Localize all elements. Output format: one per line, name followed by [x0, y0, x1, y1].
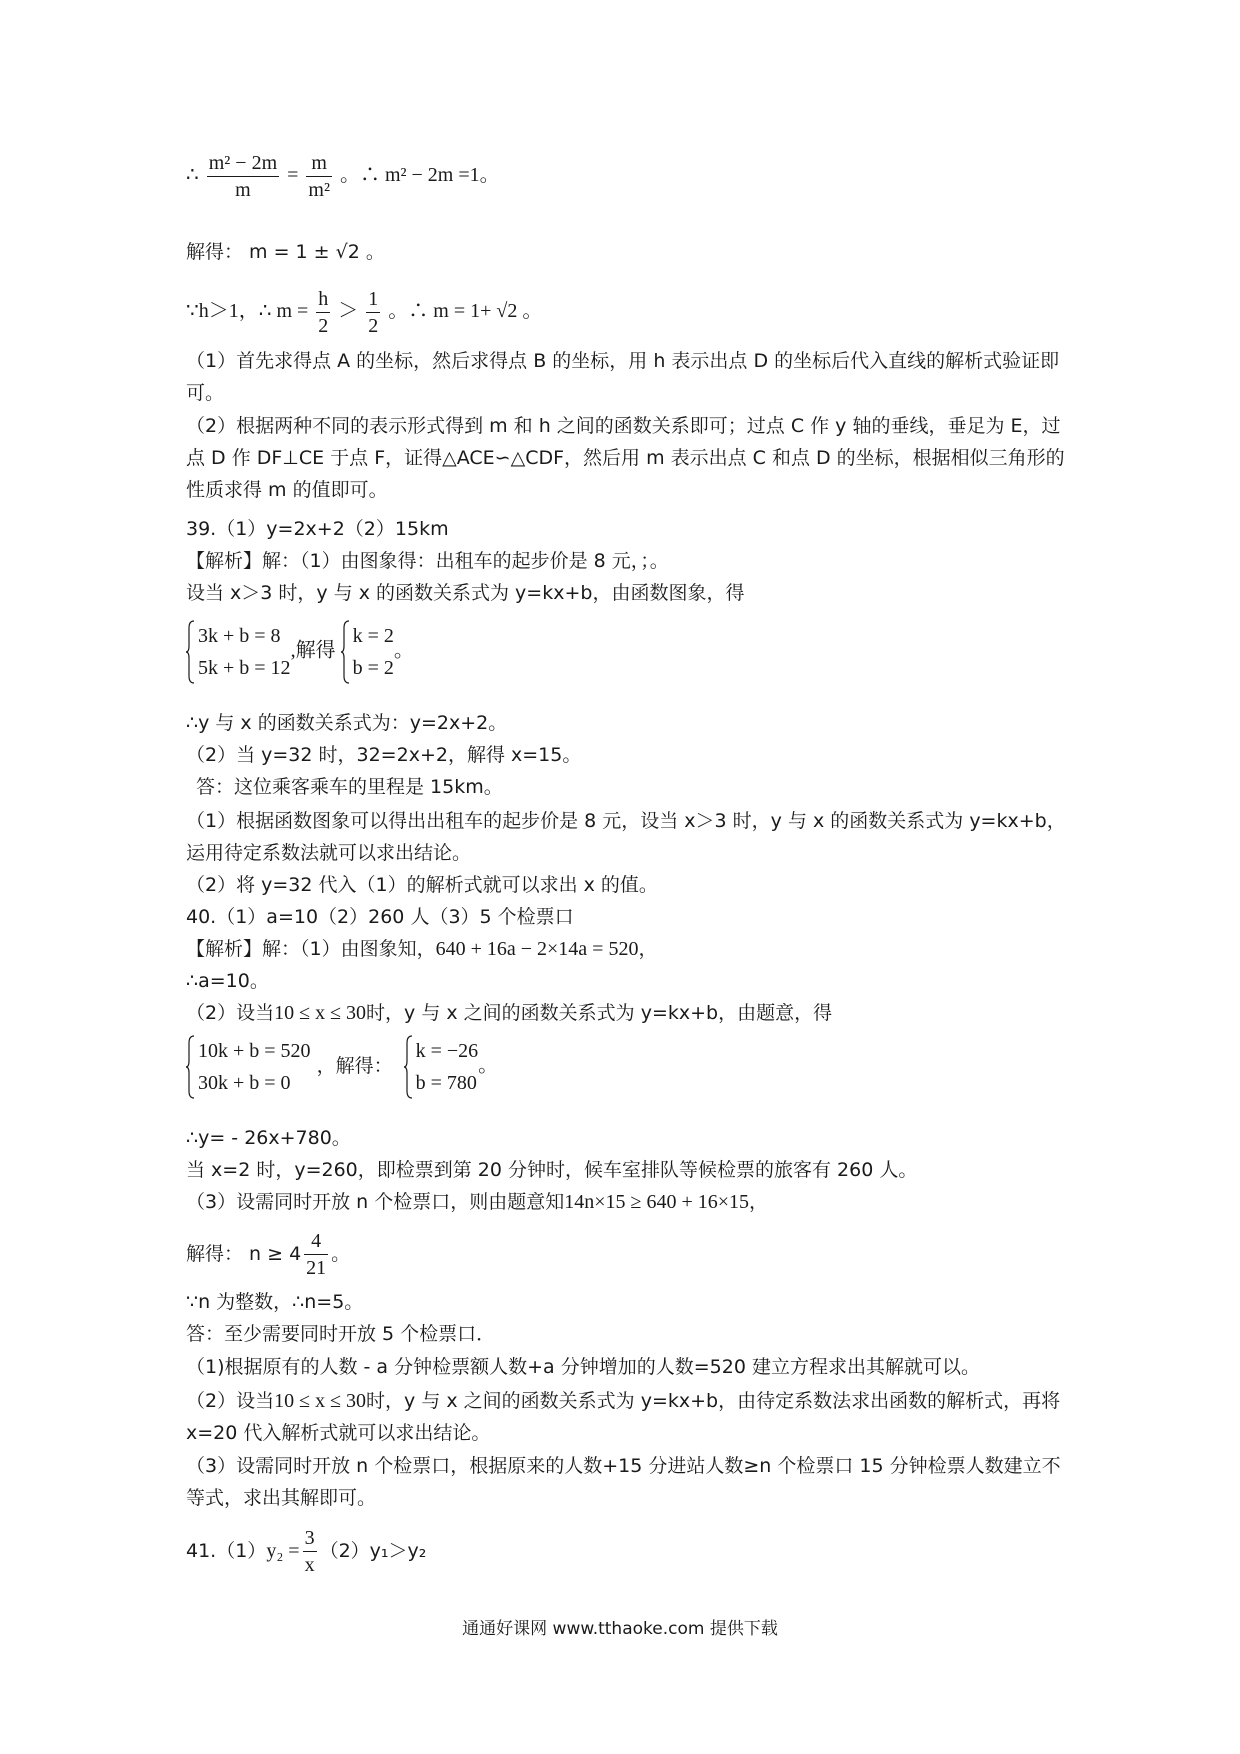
q40-analysis-9: 答：至少需要同时开放 5 个检票口．: [186, 1323, 496, 1345]
text: 解得： n ≥ 4: [186, 1243, 302, 1265]
solve-label: ,解得: [290, 639, 336, 662]
q39-analysis-1: 【解析】解：（1）由图象得：出租车的起步价是 8 元，；。: [186, 550, 669, 572]
fraction: [207, 150, 279, 203]
math-expression: 10 ≤ x ≤ 30: [274, 1390, 367, 1412]
fraction: [366, 286, 380, 339]
fraction-numerator: m² − 2m: [207, 150, 279, 177]
q40-equation-system: [186, 1035, 498, 1099]
system-row: k = −26: [415, 1040, 479, 1062]
therefore-symbol: ∴: [186, 164, 199, 187]
q40-analysis-2: ∴a=10。: [186, 970, 269, 992]
system-row: 30k + b = 0: [198, 1072, 291, 1094]
equation-system: [186, 1035, 311, 1099]
q39-equation-system: [186, 620, 414, 684]
fraction-denominator: x: [304, 1554, 315, 1576]
system-row: 5k + b = 12: [198, 657, 291, 679]
math-expression: 14n×15 ≥ 640 + 16×15: [564, 1191, 750, 1213]
question-39-answer: 39.（1）y=2x+2（2）15km: [186, 518, 449, 540]
fraction-denominator: m²: [308, 179, 330, 201]
q39-analysis-2: 设当 x＞3 时，y 与 x 的函数关系式为 y=kx+b，由函数图象，得: [186, 582, 745, 604]
q40-analysis-3: [186, 998, 832, 1028]
q40-analysis-7: [186, 1228, 350, 1281]
greater-than-sign: ＞: [338, 300, 359, 323]
solution-line-2: 解得： m = 1 ± √2 。: [186, 241, 385, 263]
math-expression: y₂ =: [266, 1540, 300, 1562]
question-40-answer: 40.（1）a=10（2）260 人（3）5 个检票口: [186, 906, 574, 928]
math-expression: 10 ≤ x ≤ 30: [274, 1002, 367, 1024]
system-row: k = 2: [352, 625, 394, 647]
period: 。: [393, 639, 414, 662]
text: （2）设当: [186, 1390, 275, 1412]
text: ，: [749, 1191, 769, 1213]
equation-tail: 。∴ m² − 2m =1。: [339, 164, 500, 187]
text: 时，y 与 x 之间的函数关系式为 y=kx+b，由待定系数法求出函数的解析式，再将 x=20 代入解析式就可以求出结论。: [186, 1390, 1061, 1444]
q39-hint-1: （1）根据函数图象可以得出出租车的起步价是 8 元，设当 x＞3 时，y 与 x 的函数关系式为 y=kx+b，运用待定系数法就可以求出结论。: [186, 810, 1066, 864]
fraction: [306, 150, 332, 203]
q40-hint-3: （3）设需同时开放 n 个检票口，根据原来的人数+15 分进站人数≥n 个检票口 15 分钟检票人数建立不等式，求出其解即可。: [186, 1455, 1061, 1509]
solution-system: [404, 1035, 479, 1099]
period: 。: [478, 1054, 499, 1077]
brace-icon: [186, 620, 195, 684]
equation-system: [186, 620, 291, 684]
fraction-numerator: m: [306, 150, 332, 177]
text: 【解析】解：（1）由图象知，: [186, 938, 436, 960]
equation-line-1: [186, 150, 500, 203]
q40-hint-1: （1)根据原有的人数 - a 分钟检票额人数+a 分钟增加的人数=520 建立方程求出其解就可以。: [186, 1356, 980, 1378]
text: （2）y₁＞y₂: [319, 1540, 427, 1562]
fraction-denominator: 2: [368, 315, 379, 337]
fraction-numerator: 3: [303, 1525, 317, 1552]
text: （3）设需同时开放 n 个检票口，则由题意知: [186, 1191, 565, 1213]
q40-analysis-5: 当 x=2 时，y=260，即检票到第 20 分钟时，候车室排队等候检票的旅客有 260 人。: [186, 1159, 918, 1181]
question-41-answer: [186, 1525, 426, 1578]
fraction: [316, 286, 330, 339]
footer-watermark: 通通好课网 www.tthaoke.com 提供下载: [462, 1619, 778, 1639]
fraction-denominator: 2: [318, 315, 329, 337]
q39-hint-2: （2）将 y=32 代入（1）的解析式就可以求出 x 的值。: [186, 874, 658, 896]
system-row: b = 780: [415, 1072, 477, 1094]
text: 41.（1）: [186, 1540, 267, 1562]
brace-icon: [186, 1035, 195, 1099]
fraction-numerator: 4: [304, 1228, 328, 1255]
hint-paragraph-2: （2）根据两种不同的表示形式得到 m 和 h 之间的函数关系即可；过点 C 作 y 轴的垂线，垂足为 E，过点 D 作 DF⊥CE 于点 F，证得△ACE∽△CDF，然后用 m 表示出点 C 和点 D 的坐标，根据相似三角形的性质求得 m 的值即可。: [186, 415, 1065, 501]
q40-hint-2: [186, 1385, 1066, 1449]
hint-paragraph-1: （1）首先求得点 A 的坐标，然后求得点 B 的坐标，用 h 表示出点 D 的坐标后代入直线的解析式验证即可。: [186, 350, 1060, 404]
q39-analysis-4: （2）当 y=32 时，32=2x+2，解得 x=15。: [186, 744, 582, 766]
brace-icon: [404, 1035, 413, 1099]
q39-analysis-3: ∴y 与 x 的函数关系式为：y=2x+2。: [186, 712, 508, 734]
q39-answer-statement: 答：这位乘客乘车的里程是 15km。: [196, 776, 503, 798]
q40-analysis-4: ∴y= - 26x+780。: [186, 1127, 351, 1149]
math-expression: 640 + 16a − 2×14a = 520: [435, 938, 639, 960]
q40-analysis-6: [186, 1187, 768, 1217]
equation-line-3: [186, 286, 542, 339]
fraction-numerator: h: [316, 286, 330, 313]
text: 时，y 与 x 之间的函数关系式为 y=kx+b，由题意，得: [366, 1002, 833, 1024]
fraction-denominator: 21: [306, 1257, 327, 1279]
fraction: [304, 1228, 328, 1281]
system-row: b = 2: [352, 657, 394, 679]
system-row: 10k + b = 520: [198, 1040, 311, 1062]
text: （2）设当: [186, 1002, 275, 1024]
equation-head: ∵h＞1，∴ m =: [186, 300, 309, 323]
q40-analysis-8: ∵n 为整数，∴n=5。: [186, 1291, 364, 1313]
equation-tail: 。∴ m = 1+ √2 。: [388, 300, 543, 323]
solution-system: [341, 620, 394, 684]
q40-analysis-1: [186, 934, 657, 964]
fraction-numerator: 1: [366, 286, 380, 313]
solve-label: ，解得：: [316, 1054, 393, 1077]
brace-icon: [341, 620, 350, 684]
system-row: 3k + b = 8: [198, 625, 281, 647]
text: ，: [638, 938, 658, 960]
equals-sign: =: [287, 164, 299, 187]
fraction: [303, 1525, 317, 1578]
fraction-denominator: m: [235, 179, 251, 201]
text: 。: [331, 1243, 351, 1265]
